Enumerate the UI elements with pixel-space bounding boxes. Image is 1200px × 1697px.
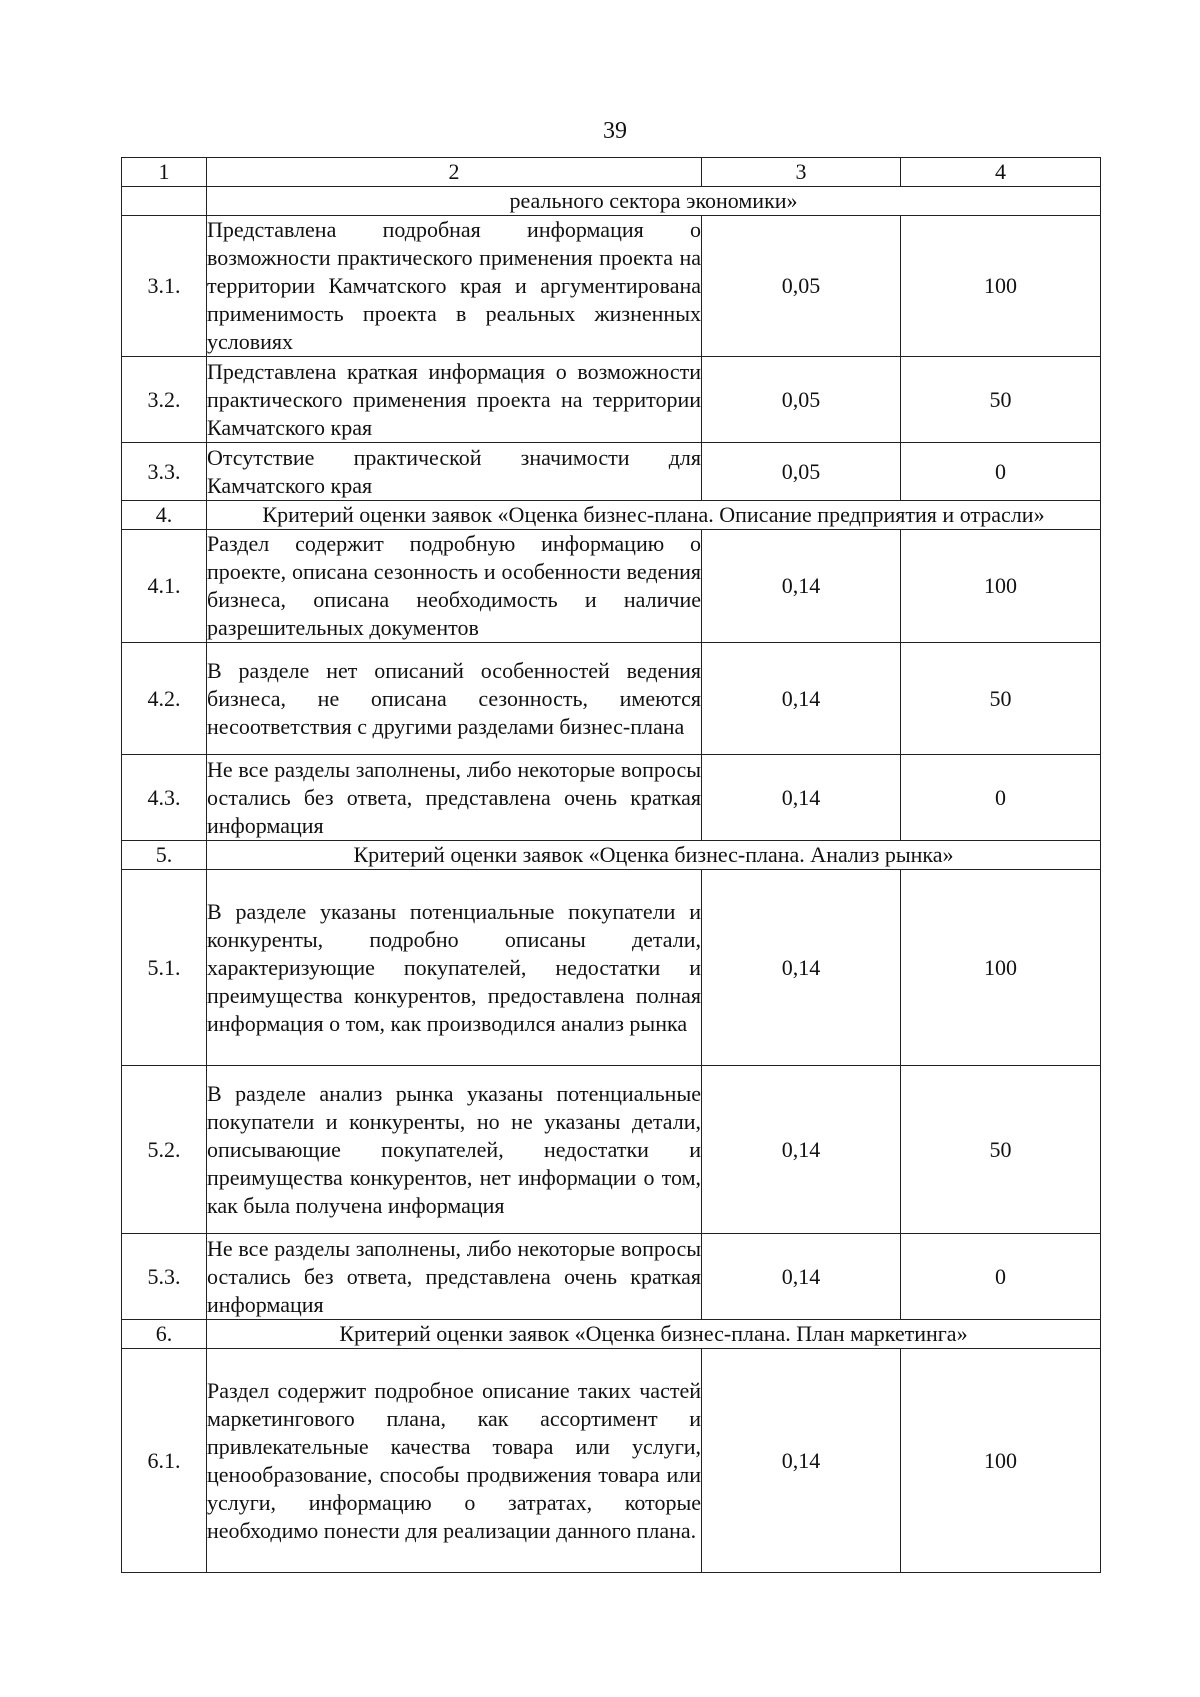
continuation-text: реального сектора экономики» [207,187,1101,216]
row-weight: 0,14 [702,1234,901,1320]
row-description: Представлена подробная информация о возможности практического применения проекта на территории Камчатского края и аргументирована применимость проекта в реальных жизненных условиях [207,216,702,357]
row-score: 100 [901,1349,1101,1573]
row-score: 100 [901,530,1101,643]
row-score: 50 [901,1066,1101,1234]
row-description: Раздел содержит подробную информацию о проекте, описана сезонность и особенности ведения бизнеса, описана необходимость и наличие разрешительных документов [207,530,702,643]
row-number: 5.2. [122,1066,207,1234]
table-header-row [122,158,1101,187]
row-number: 3.2. [122,357,207,443]
row-score: 0 [901,1234,1101,1320]
row-weight: 0,14 [702,755,901,841]
column-number-2: 2 [207,158,702,187]
table-row [122,357,1101,443]
criterion-number: 5. [122,841,207,870]
row-weight: 0,14 [702,1066,901,1234]
table-row [122,643,1101,755]
table-row [122,216,1101,357]
row-description: Представлена краткая информация о возможности практического применения проекта на территории Камчатского края [207,357,702,443]
criterion-row [122,1320,1101,1349]
column-number-3: 3 [702,158,901,187]
criterion-title: Критерий оценки заявок «Оценка бизнес-плана. Анализ рынка» [207,841,1101,870]
table-row [122,1234,1101,1320]
row-number: 4.1. [122,530,207,643]
table-row [122,755,1101,841]
row-weight: 0,05 [702,357,901,443]
row-number: 3.3. [122,443,207,501]
table-row [122,443,1101,501]
table-row [122,530,1101,643]
row-description: Раздел содержит подробное описание таких частей маркетингового плана, как ассортимент и привлекательные качества товара или услуги, ценообразование, способы продвижения товара или услуги, информацию о затратах, которые необходимо понести для реализации данного плана. [207,1349,702,1573]
row-weight: 0,14 [702,643,901,755]
row-score: 0 [901,443,1101,501]
row-score: 50 [901,357,1101,443]
page-number: 39 [603,118,627,144]
criterion-title: Критерий оценки заявок «Оценка бизнес-плана. Описание предприятия и отрасли» [207,501,1101,530]
row-description: В разделе нет описаний особенностей ведения бизнеса, не описана сезонность, имеются несоответствия с другими разделами бизнес-плана [207,643,702,755]
row-number: 5.1. [122,870,207,1066]
criterion-number: 4. [122,501,207,530]
table-row [122,1349,1101,1573]
row-number: 6.1. [122,1349,207,1573]
row-score: 100 [901,870,1101,1066]
row-number: 4.3. [122,755,207,841]
row-weight: 0,05 [702,216,901,357]
row-number: 4.2. [122,643,207,755]
continuation-row [122,187,1101,216]
criteria-table [121,157,1101,1573]
row-number: 3.1. [122,216,207,357]
criterion-row [122,501,1101,530]
row-score: 100 [901,216,1101,357]
row-weight: 0,14 [702,1349,901,1573]
row-description: В разделе анализ рынка указаны потенциальные покупатели и конкуренты, но не указаны детали, описывающие покупателей, недостатки и преимущества конкурентов, нет информации о том, как была получена информация [207,1066,702,1234]
row-number: 5.3. [122,1234,207,1320]
row-weight: 0,05 [702,443,901,501]
criterion-number: 6. [122,1320,207,1349]
row-weight: 0,14 [702,530,901,643]
row-description: Не все разделы заполнены, либо некоторые вопросы остались без ответа, представлена очень краткая информация [207,755,702,841]
row-description: В разделе указаны потенциальные покупатели и конкуренты, подробно описаны детали, характеризующие покупателей, недостатки и преимущества конкурентов, предоставлена полная информация о том, как производился анализ рынка [207,870,702,1066]
column-number-4: 4 [901,158,1101,187]
criterion-row [122,841,1101,870]
row-weight: 0,14 [702,870,901,1066]
row-score: 0 [901,755,1101,841]
table-row [122,1066,1101,1234]
continuation-empty-cell [122,187,207,216]
table-row [122,870,1101,1066]
column-number-1: 1 [122,158,207,187]
row-score: 50 [901,643,1101,755]
row-description: Отсутствие практической значимости для Камчатского края [207,443,702,501]
row-description: Не все разделы заполнены, либо некоторые вопросы остались без ответа, представлена очень краткая информация [207,1234,702,1320]
criterion-title: Критерий оценки заявок «Оценка бизнес-плана. План маркетинга» [207,1320,1101,1349]
